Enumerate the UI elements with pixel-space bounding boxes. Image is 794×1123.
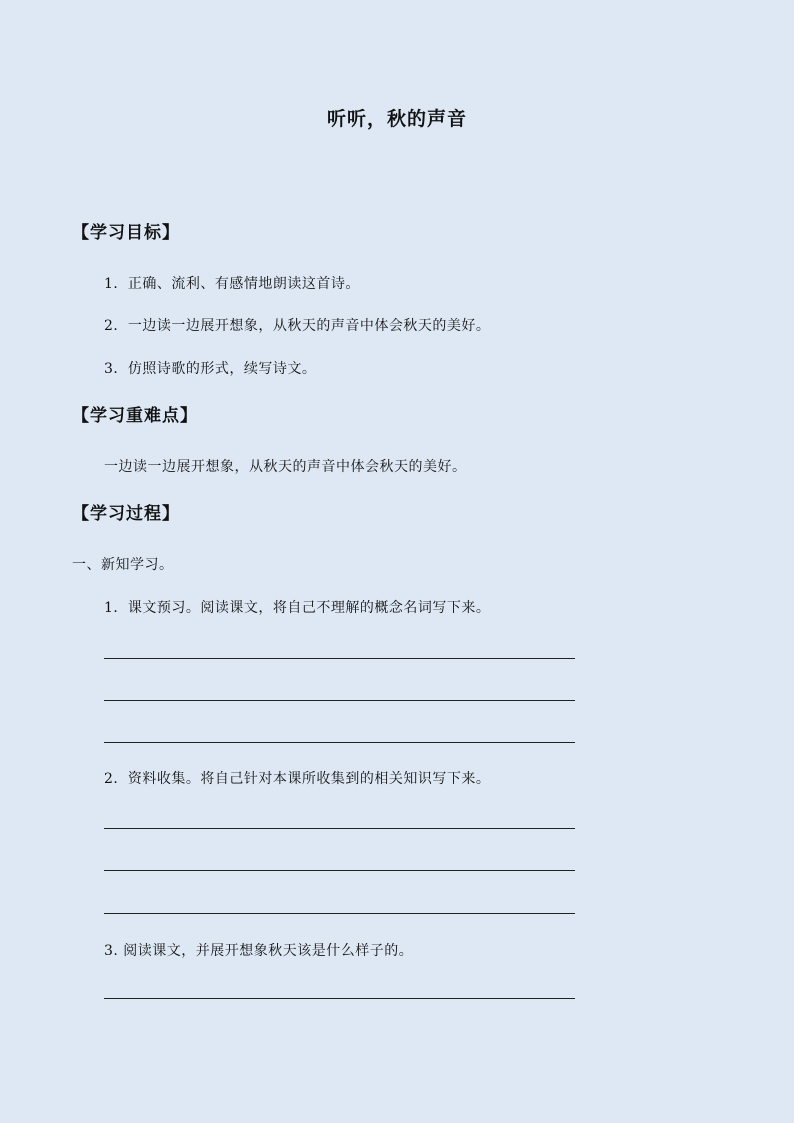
answer-line[interactable] — [104, 913, 575, 914]
answer-line[interactable] — [104, 828, 575, 829]
process-heading: 【学习过程】 — [72, 504, 180, 524]
task-2-prompt: 2．资料收集。将自己针对本课所收集到的相关知识写下来。 — [104, 771, 491, 787]
goals-heading: 【学习目标】 — [72, 223, 180, 243]
section-new-learning: 一、新知学习。 — [72, 557, 174, 573]
answer-line[interactable] — [104, 658, 575, 659]
goal-item-3: 3．仿照诗歌的形式，续写诗文。 — [104, 361, 317, 377]
key-points-text: 一边读一边展开想象，从秋天的声音中体会秋天的美好。 — [104, 459, 467, 475]
answer-line[interactable] — [104, 870, 575, 871]
answer-line[interactable] — [104, 700, 575, 701]
key-points-heading: 【学习重难点】 — [72, 406, 198, 426]
answer-line[interactable] — [104, 998, 575, 999]
goal-item-1: 1．正确、流利、有感情地朗读这首诗。 — [104, 276, 360, 292]
task-1-prompt: 1．课文预习。阅读课文，将自己不理解的概念名词写下来。 — [104, 600, 491, 616]
page-title: 听听，秋的声音 — [326, 108, 467, 130]
answer-line[interactable] — [104, 742, 575, 743]
task-3-prompt: 3. 阅读课文，并展开想象秋天该是什么样子的。 — [104, 943, 414, 959]
goal-item-2: 2．一边读一边展开想象，从秋天的声音中体会秋天的美好。 — [104, 318, 491, 334]
